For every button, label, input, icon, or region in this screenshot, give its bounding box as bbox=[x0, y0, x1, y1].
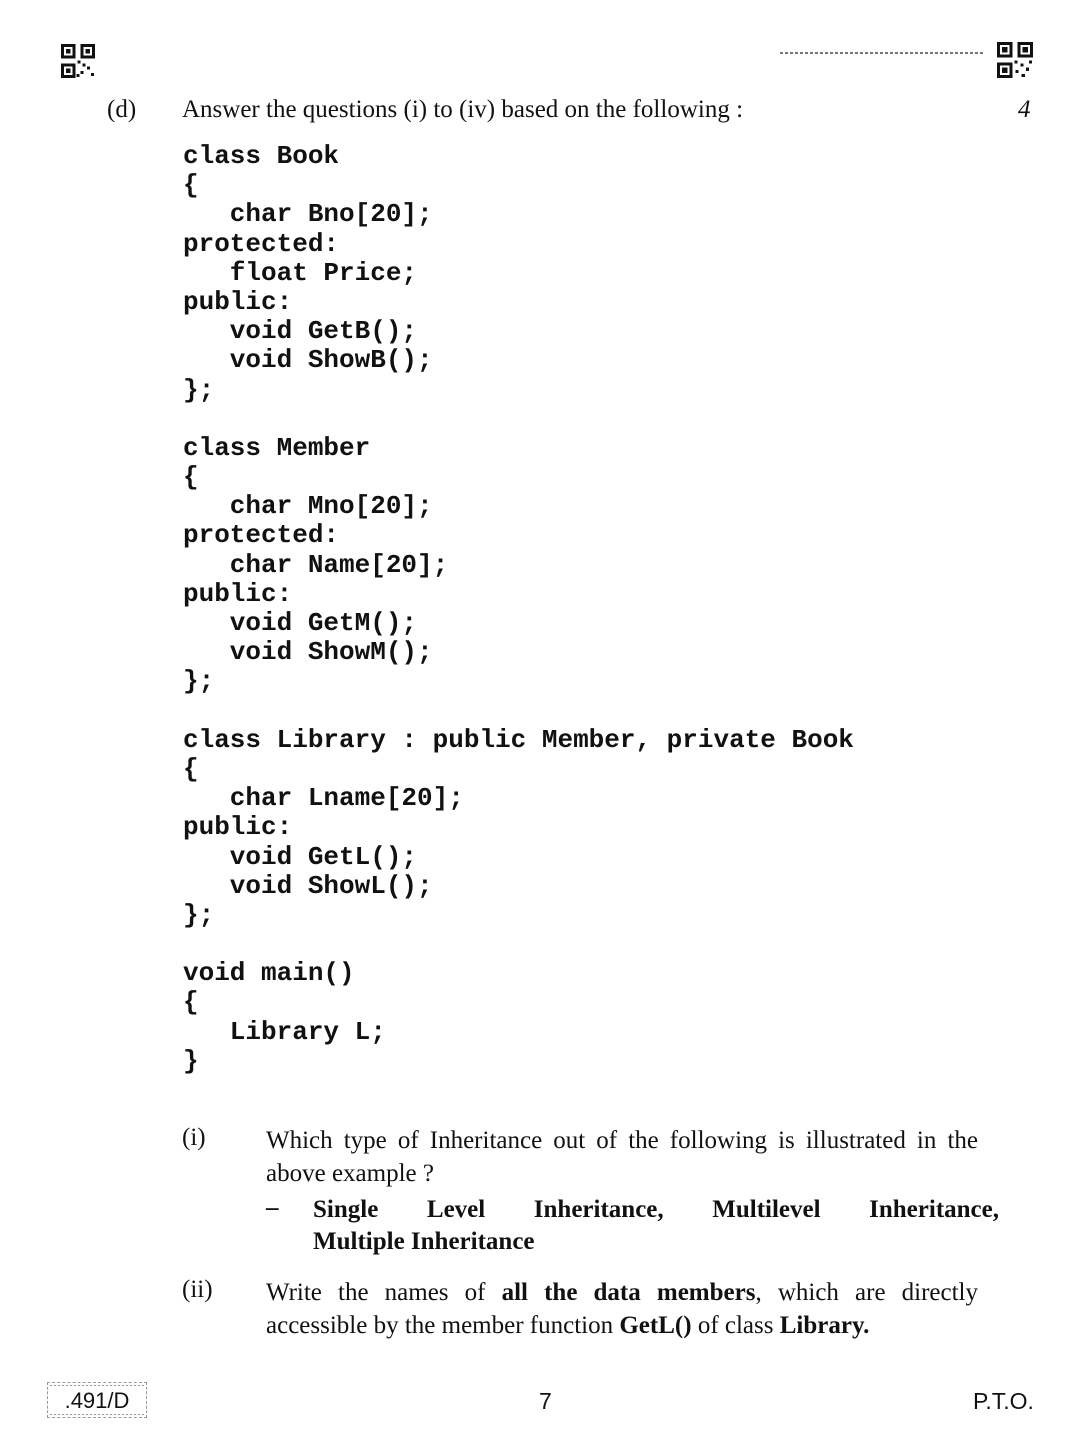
code-line: void GetM(); bbox=[183, 608, 418, 638]
code-line bbox=[183, 697, 854, 726]
code-line: { bbox=[183, 170, 199, 201]
code-line: protected: bbox=[183, 228, 340, 259]
code-line bbox=[183, 405, 854, 434]
code-line: }; bbox=[183, 899, 215, 930]
subquestion-i-number: (i) bbox=[182, 1124, 206, 1151]
code-block bbox=[183, 142, 854, 1076]
subquestion-i-text: Which type of Inheritance out of the following is illustrated in the above example ? bbox=[266, 1127, 978, 1187]
code-line: public: bbox=[183, 286, 293, 317]
code-line: { bbox=[183, 753, 199, 784]
code-line: void ShowL(); bbox=[183, 870, 433, 901]
code-line: void main() bbox=[183, 958, 355, 989]
code-line: public: bbox=[183, 578, 293, 609]
code-line: char Bno[20]; bbox=[183, 199, 433, 230]
options-line-1: Single Level Inheritance, Multilevel Inheritance, bbox=[313, 1196, 999, 1223]
emphasis-data-members: all the data members bbox=[501, 1279, 756, 1306]
subquestion-ii-number: (ii) bbox=[182, 1276, 213, 1303]
code-line: char Name[20]; bbox=[183, 549, 449, 580]
code-line: Library L; bbox=[183, 1016, 386, 1047]
code-line: char Mno[20]; bbox=[183, 491, 433, 522]
code-line: class Library : public Member, private Book bbox=[183, 724, 854, 755]
security-microtext-line bbox=[780, 52, 984, 54]
code-line: float Price; bbox=[183, 257, 418, 288]
emphasis-getl: GetL() bbox=[619, 1312, 692, 1339]
code-line: }; bbox=[183, 666, 215, 697]
code-line: protected: bbox=[183, 520, 340, 551]
inheritance-options bbox=[313, 1194, 999, 1258]
pto-label: P.T.O. bbox=[973, 1388, 1034, 1414]
subquestion-ii-text-part: of class bbox=[691, 1312, 780, 1339]
question-marks: 4 bbox=[1018, 96, 1031, 123]
code-line: { bbox=[183, 987, 199, 1018]
code-line: public: bbox=[183, 812, 293, 843]
options-line-2: Multiple Inheritance bbox=[313, 1228, 535, 1255]
paper-code: .491/D bbox=[64, 1388, 130, 1413]
question-label: (d) bbox=[107, 96, 137, 123]
code-line: void ShowM(); bbox=[183, 637, 433, 668]
qr-code-icon bbox=[61, 44, 95, 78]
paper-code-box bbox=[47, 1382, 147, 1418]
code-line: void GetB(); bbox=[183, 316, 418, 347]
code-line: void GetL(); bbox=[183, 841, 418, 872]
subquestion-ii-text-part: , which are directly accessible by the member function bbox=[266, 1279, 978, 1339]
option-dash: – bbox=[266, 1194, 279, 1221]
qr-code-icon bbox=[997, 42, 1033, 78]
question-text: Answer the questions (i) to (iv) based on the following : bbox=[182, 96, 744, 123]
page-number: 7 bbox=[539, 1388, 552, 1414]
code-line: { bbox=[183, 462, 199, 493]
code-line: } bbox=[183, 1045, 199, 1076]
emphasis-library: Library. bbox=[779, 1312, 870, 1339]
subquestion-ii-text-part: Write the names of bbox=[266, 1279, 502, 1306]
code-line: }; bbox=[183, 374, 215, 405]
code-line bbox=[183, 930, 854, 959]
code-line: class Member bbox=[183, 432, 371, 463]
subquestion-ii-text bbox=[266, 1276, 978, 1342]
code-line: class Book bbox=[183, 141, 340, 171]
code-line: void ShowB(); bbox=[183, 345, 433, 376]
code-line: char Lname[20]; bbox=[183, 783, 464, 814]
